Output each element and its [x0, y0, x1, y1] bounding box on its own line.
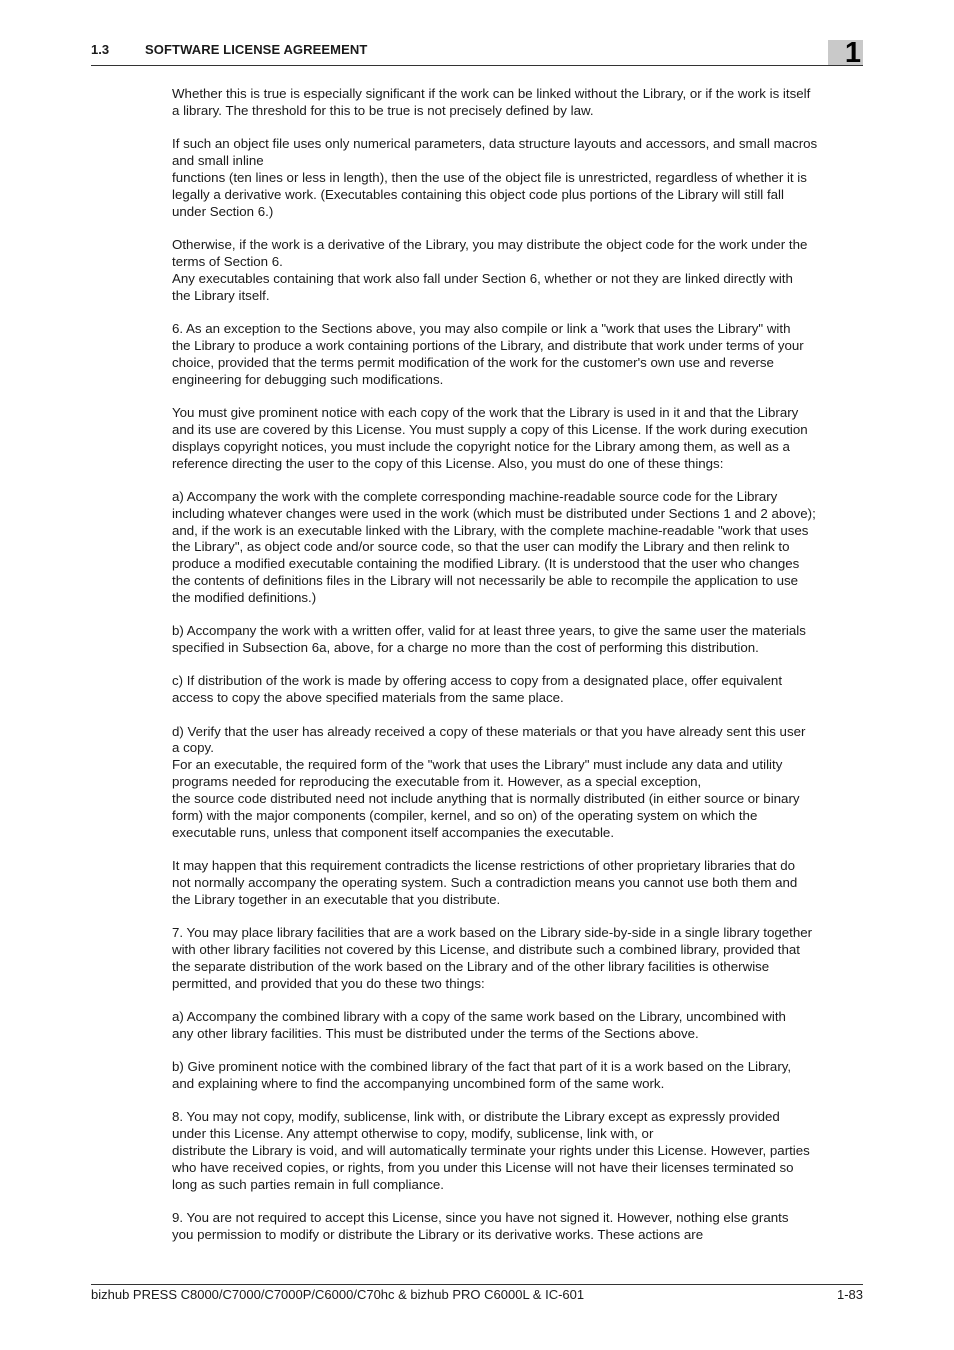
text-line: terms of Section 6. [172, 253, 283, 269]
page-header [91, 37, 863, 69]
text-line: the Library to produce a work containing portions of the Library, and distribute that work under terms of your [172, 337, 804, 353]
text-line: a copy. [172, 740, 214, 756]
paragraph [172, 136, 864, 221]
text-line: not normally accompany the operating system. Such a contradiction means you cannot use both them and [172, 875, 798, 891]
text-line: including whatever changes were used in the work (which must be distributed under Sections 1 and 2 above); [172, 505, 816, 521]
body-text [172, 86, 864, 1260]
text-line: a) Accompany the combined library with a copy of the same work based on the Library, uncombined with [172, 1009, 786, 1025]
text-line: the separate distribution of the work based on the Library and of the other library facilities is otherwise [172, 959, 770, 975]
text-line: 7. You may place library facilities that are a work based on the Library side-by-side in a single library together [172, 925, 813, 941]
chapter-number: 1 [844, 37, 861, 69]
paragraph [172, 1009, 864, 1043]
paragraph [172, 925, 864, 993]
text-line: reference directing the user to the copy of this License. Also, you must do one of these things: [172, 455, 724, 471]
footer-page-number: 1-83 [836, 1287, 863, 1302]
paragraph [172, 321, 864, 389]
text-line: Any executables containing that work also fall under Section 6, whether or not they are linked directly with [172, 270, 793, 286]
text-line: the Library itself. [172, 287, 270, 303]
paragraph [172, 489, 864, 607]
text-line: a) Accompany the work with the complete corresponding machine-readable source code for the Library [172, 488, 778, 504]
text-line: It may happen that this requirement contradicts the license restrictions of other proprietary libraries that do [172, 858, 796, 874]
text-line: b) Accompany the work with a written offer, valid for at least three years, to give the same user the materials [172, 623, 806, 639]
text-line: executable runs, unless that component itself accompanies the executable. [172, 825, 615, 840]
text-line: distribute the Library is void, and will automatically terminate your rights under this License. However, parties [172, 1143, 810, 1159]
paragraph [172, 1210, 864, 1244]
text-line: form) with the major components (compiler, kernel, and so on) of the operating system on which the [172, 808, 758, 824]
text-line: the Library together in an executable that you distribute. [172, 892, 501, 908]
text-line: 6. As an exception to the Sections above, you may also compile or link a "work that uses the Library" with [172, 320, 791, 336]
paragraph [172, 1109, 864, 1194]
footer-divider [91, 1284, 863, 1285]
chapter-tab [828, 37, 863, 69]
text-line: under Section 6.) [172, 203, 274, 219]
text-line: produce a modified executable containing the modified Library. (It is understood that the user who changes [172, 556, 800, 572]
header-divider [91, 65, 863, 66]
text-line: displays copyright notices, you must include the copyright notice for the Library among them, as well as a [172, 438, 790, 454]
text-line: b) Give prominent notice with the combined library of the fact that part of it is a work based on the Library, [172, 1059, 792, 1075]
text-line: you permission to modify or distribute the Library or its derivative works. These actions are [172, 1227, 704, 1243]
text-line: access to copy the above specified materials from the same place. [172, 690, 564, 706]
text-line: d) Verify that the user has already received a copy of these materials or that you have already sent this user [172, 723, 806, 739]
text-line: and, if the work is an executable linked with the Library, with the complete machine-readable "work that uses [172, 522, 809, 538]
text-line: and explaining where to find the accompanying uncombined form of the same work. [172, 1076, 665, 1092]
section-number: 1.3 [91, 42, 110, 57]
text-line: You must give prominent notice with each copy of the work that the Library is used in it and that the Library [172, 404, 799, 420]
text-line: For an executable, the required form of the "work that uses the Library" must include any data and utility [172, 757, 783, 773]
section-title: SOFTWARE LICENSE AGREEMENT [145, 42, 368, 57]
paragraph [172, 1059, 864, 1093]
text-line: and small inline [172, 153, 264, 169]
text-line: Otherwise, if the work is a derivative of the Library, you may distribute the object code for the work under the [172, 236, 808, 252]
text-line: who have received copies, or rights, from you under this License will not have their licenses terminated so [172, 1160, 794, 1176]
text-line: engineering for debugging such modifications. [172, 371, 444, 387]
text-line: permitted, and provided that you do these two things: [172, 975, 485, 991]
footer-product-name: bizhub PRESS C8000/C7000/C7000P/C6000/C70hc & bizhub PRO C6000L & IC-601 [91, 1287, 585, 1302]
text-line: and its use are covered by this License. You must supply a copy of this License. If the work during execution [172, 421, 808, 437]
text-line: 9. You are not required to accept this License, since you have not signed it. However, nothing else grants [172, 1210, 789, 1226]
text-line: long as such parties remain in full compliance. [172, 1176, 444, 1192]
text-line: the modified definitions.) [172, 590, 317, 606]
paragraph [172, 724, 864, 842]
text-line: 8. You may not copy, modify, sublicense, link with, or distribute the Library except as expressly provided [172, 1109, 780, 1125]
text-line: If such an object file uses only numerical parameters, data structure layouts and accessors, and small macros [172, 136, 818, 152]
paragraph [172, 405, 864, 473]
text-line: choice, provided that the terms permit modification of the work for the customer's own use and reverse [172, 354, 774, 370]
text-line: legally a derivative work. (Executables containing this object code plus portions of the Library will still fall [172, 186, 784, 202]
text-line: the contents of definitions files in the Library will not necessarily be able to recompile the application to use [172, 573, 799, 589]
text-line: under this License. Any attempt otherwise to copy, modify, sublicense, link with, or [172, 1126, 654, 1142]
paragraph [172, 673, 864, 707]
text-line: functions (ten lines or less in length), then the use of the object file is unrestricted, regardless of whether it is [172, 169, 807, 185]
text-line: the Library", as object code and/or source code, so that the user can modify the Library and then relink to [172, 539, 790, 555]
text-line: the source code distributed need not include anything that is normally distributed (in either source or binary [172, 791, 800, 807]
text-line: c) If distribution of the work is made by offering access to copy from a designated place, offer equivalent [172, 673, 783, 689]
text-line: any other library facilities. This must be distributed under the terms of the Sections above. [172, 1026, 699, 1042]
text-line: programs needed for reproducing the executable from it. However, as a special exception, [172, 774, 702, 790]
text-line: Whether this is true is especially significant if the work can be linked without the Library, or if the work is itself [172, 86, 811, 101]
paragraph [172, 623, 864, 657]
text-line: with other library facilities not covered by this License, and distribute such a combined library, provided that [172, 942, 800, 958]
paragraph [172, 237, 864, 305]
paragraph [172, 858, 864, 909]
paragraph [172, 86, 864, 120]
text-line: specified in Subsection 6a, above, for a charge no more than the cost of performing this distribution. [172, 640, 759, 656]
text-line: a library. The threshold for this to be true is not precisely defined by law. [172, 102, 594, 118]
